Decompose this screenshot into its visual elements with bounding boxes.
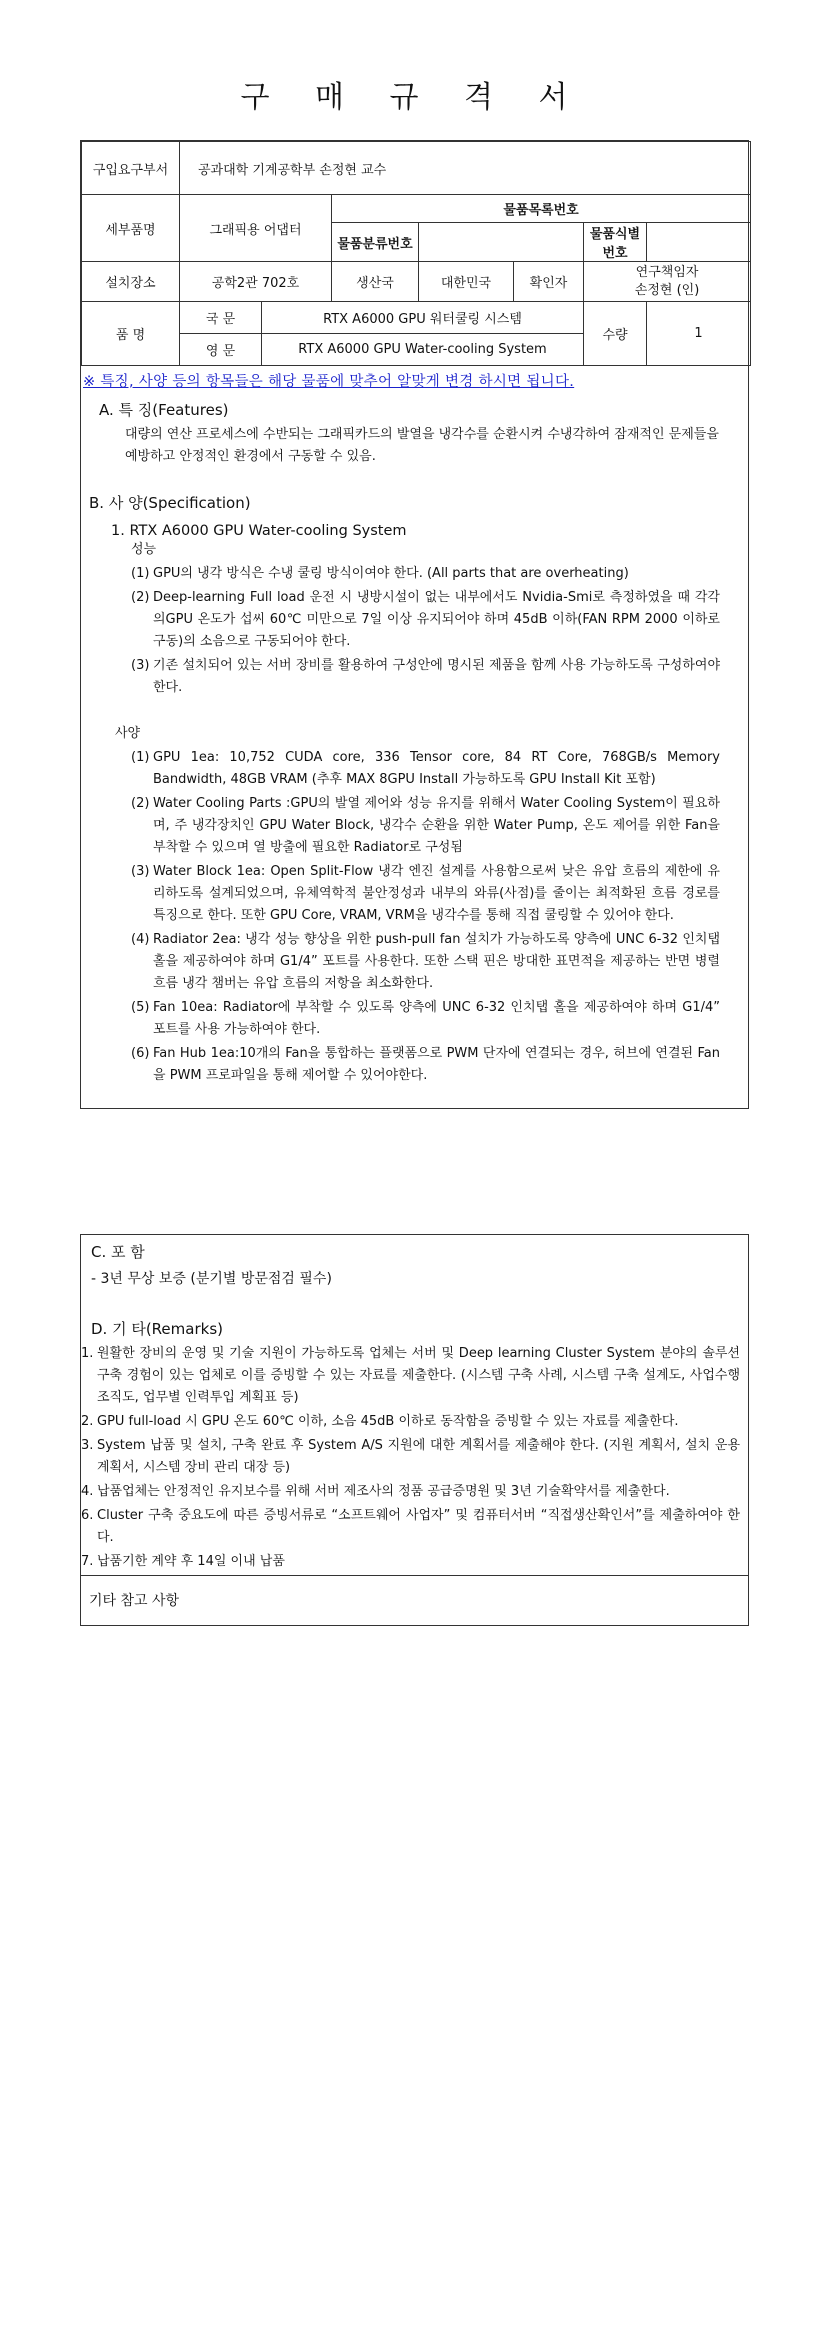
other-notes: 기타 참고 사항 (81, 1575, 748, 1625)
remarks-item-text: System 납품 및 설치, 구축 완료 후 System A/S 지원에 대한 계획서를 제출해야 한다. (지원 계획서, 설치 운용 계획서, 시스템 장비 관리 대장 등) (97, 1438, 740, 1475)
spec-item-text: Fan Hub 1ea:10개의 Fan을 통합하는 플랫폼으로 PWM 단자에 연결되는 경우, 허브에 연결된 Fan을 PWM 프로파일을 통해 제어할 수 있어야한다. (153, 1046, 720, 1083)
location-label: 설치장소 (82, 262, 180, 302)
dept-label: 구입요구부서 (82, 142, 180, 195)
spec-subtitle: 사양 (115, 726, 141, 741)
spec-item-title: 1. RTX A6000 GPU Water-cooling System (111, 523, 407, 539)
spec-item-1 (131, 747, 720, 791)
performance-item-text: 기존 설치되어 있는 서버 장비를 활용하여 구성안에 명시된 제품을 함께 사용 가능하도록 구성하여야 한다. (153, 658, 720, 695)
remarks-item-text: 원활한 장비의 운영 및 기술 지원이 가능하도록 업체는 서버 및 Deep learning Cluster System 분야의 솔루션 구축 경험이 있는 업체로 이를 증빙할 수 있는 자료를 제출한다. (시스템 구축 사례, 시스템 구축 설계도, 사업수행 조직도, 업무별 인력투입 계획표 등) (97, 1346, 740, 1405)
remarks-item-1 (81, 1343, 740, 1409)
confirm-name: 손정현 (인) (634, 282, 700, 298)
class-no-label: 물품분류번호 (332, 223, 419, 262)
remarks-heading: D. 기 타(Remarks) (91, 1320, 223, 1338)
spec-item-text: Water Cooling Parts :GPU의 발열 제어와 성능 유지를 위해서 Water Cooling System이 필요하며, 주 냉각장치인 GPU Water Block, 냉각수 순환을 위한 Water Pump, 온도 제어를 위한 Fan을 부착할 수 있으며 열 방출에 필요한 Radiator로 구성됨 (153, 796, 720, 855)
item-value: 그래픽용 어댑터 (180, 195, 332, 262)
ident-no-label: 물품식별번호 (584, 223, 647, 262)
qty-value: 1 (647, 302, 751, 366)
spec-item-4 (131, 929, 720, 995)
remarks-item-num: 7. (81, 1554, 94, 1569)
remarks-item-6 (81, 1505, 740, 1549)
spec-section (81, 468, 748, 1087)
remarks-item-text: 납품기한 계약 후 14일 이내 납품 (97, 1554, 285, 1569)
remarks-box (80, 1234, 749, 1626)
performance-item-1 (131, 563, 720, 585)
remarks-item-text: 납품업체는 안정적인 유지보수를 위해 서버 제조사의 정품 공급증명원 및 3년 기술확약서를 제출한다. (97, 1484, 670, 1499)
confirm-value (584, 262, 751, 302)
spec-item-text: Water Block 1ea: Open Split-Flow 냉각 엔진 설계를 사용함으로써 낮은 유압 흐름의 제한에 유리하도록 설계되었으며, 유체역학적 불안정성과 내부의 와류(사점)를 줄이는 최적화된 흐름 경로를 특징으로 한다. 또한 GPU Core, VRAM, VRM을 냉각수를 통해 직접 쿨링할 수 있어야 한다. (153, 864, 720, 923)
location-value: 공학2관 702호 (180, 262, 332, 302)
features-text: 대량의 연산 프로세스에 수반되는 그래픽카드의 발열을 냉각수를 순환시켜 수냉각하여 잠재적인 문제들을 예방하고 안정적인 환경에서 구동할 수 있음. (125, 427, 719, 464)
remarks-item-3 (81, 1435, 740, 1479)
remarks-item-num: 2. (81, 1414, 94, 1429)
performance-item-2 (131, 587, 720, 653)
origin-value: 대한민국 (419, 262, 514, 302)
remarks-item-num: 1. (81, 1346, 94, 1361)
performance-item-num: (3) (131, 658, 150, 673)
eng-label: 영 문 (180, 334, 262, 366)
list-no-label: 물품목록번호 (332, 195, 751, 223)
eng-value: RTX A6000 GPU Water-cooling System (262, 334, 584, 366)
class-no-value (419, 223, 584, 262)
performance-list (89, 561, 748, 699)
spec-heading: B. 사 양(Specification) (89, 494, 251, 512)
spec-item-text: GPU 1ea: 10,752 CUDA core, 336 Tensor core, 84 RT Core, 768GB/s Memory Bandwidth, 48GB VRAM (추후 MAX 8GPU Install 가능하도록 GPU Install Kit 포함) (153, 750, 720, 787)
performance-item-num: (2) (131, 590, 150, 605)
remarks-heading-wrap (81, 1290, 748, 1339)
spec-item-num: (4) (131, 932, 150, 947)
spec-item-text: Radiator 2ea: 냉각 성능 향상을 위한 push-pull fan 설치가 가능하도록 양측에 UNC 6-32 인치탭홀을 제공하여야 하며 G1/4” 포트를 사용한다. 또한 스택 핀은 방대한 표면적을 제공하는 반면 병렬 흐름 냉각 챔버는 유압 흐름의 저항을 최소화한다. (153, 932, 720, 991)
features-section (81, 395, 748, 468)
spec-item-num: (6) (131, 1046, 150, 1061)
item-label: 세부품명 (82, 195, 180, 262)
spec-item-3 (131, 861, 720, 927)
qty-label: 수량 (584, 302, 647, 366)
features-heading: A. 특 징(Features) (99, 401, 229, 419)
remarks-item-text: Cluster 구축 중요도에 따른 증빙서류로 “소프트웨어 사업자” 및 컴퓨터서버 “직접생산확인서”를 제출하여야 한다. (97, 1508, 740, 1545)
kor-value: RTX A6000 GPU 워터쿨링 시스템 (262, 302, 584, 334)
remarks-item-num: 6. (81, 1508, 94, 1523)
includes-item: - 3년 무상 보증 (분기별 방문점검 필수) (91, 1271, 332, 1287)
performance-item-num: (1) (131, 566, 150, 581)
spec-item-5 (131, 997, 720, 1041)
confirm-title: 연구책임자 (635, 264, 699, 280)
kor-label: 국 문 (180, 302, 262, 334)
spec-item-2 (131, 793, 720, 859)
includes-section (81, 1235, 748, 1290)
spec-item-num: (2) (131, 796, 150, 811)
performance-item-text: Deep-learning Full load 운전 시 냉방시설이 없는 내부에서도 Nvidia-Smi로 측정하였을 때 각각의GPU 온도가 섭씨 60℃ 미만으로 7일 이상 유지되어야 하며 45dB 이하(FAN RPM 2000 이하로 구동)의 소음으로 구동되어야 한다. (153, 590, 720, 649)
spec-item-num: (3) (131, 864, 150, 879)
performance-item-3 (131, 655, 720, 699)
confirm-label: 확인자 (514, 262, 584, 302)
notice-text: ※ 특징, 사양 등의 항목들은 해당 물품에 맞추어 알맞게 변경 하시면 됩니다. (83, 374, 575, 390)
remarks-item-text: GPU full-load 시 GPU 온도 60℃ 이하, 소음 45dB 이하로 동작함을 증빙할 수 있는 자료를 제출한다. (97, 1414, 679, 1429)
spec-item-num: (5) (131, 1000, 150, 1015)
spec-items-list (89, 745, 748, 1087)
header-table (81, 141, 751, 366)
spec-item-6 (131, 1043, 720, 1087)
includes-heading: C. 포 함 (91, 1243, 145, 1261)
remarks-item-num: 4. (81, 1484, 94, 1499)
spec-sheet-box (80, 140, 749, 1109)
document-title: 구 매 규 격 서 (240, 80, 586, 115)
remarks-list (81, 1339, 748, 1573)
dept-value: 공과대학 기계공학부 손정현 교수 (180, 142, 751, 195)
ident-no-value (647, 223, 751, 262)
origin-label: 생산국 (332, 262, 419, 302)
spec-item-text: Fan 10ea: Radiator에 부착할 수 있도록 양측에 UNC 6-32 인치탭 홀을 제공하여야 하며 G1/4” 포트를 사용 가능하여야 한다. (153, 1000, 720, 1037)
remarks-item-2 (81, 1411, 740, 1433)
performance-title: 성능 (131, 542, 157, 557)
spec-item-num: (1) (131, 750, 150, 765)
remarks-item-7 (81, 1551, 740, 1573)
remarks-item-num: 3. (81, 1438, 94, 1453)
remarks-item-4 (81, 1481, 740, 1503)
name-label: 품 명 (82, 302, 180, 366)
performance-item-text: GPU의 냉각 방식은 수냉 쿨링 방식이여야 한다. (All parts that are overheating) (153, 566, 629, 581)
